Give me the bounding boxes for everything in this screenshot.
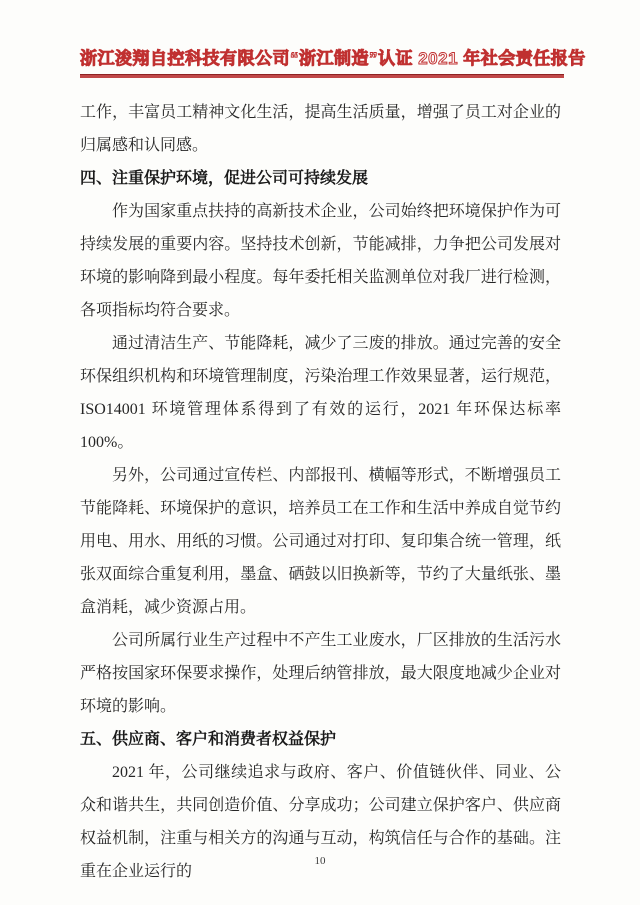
paragraph: 通过清洁生产、节能降耗，减少了三废的排放。通过完善的安全环保组织机构和环境管理制度，污染治理工作效果显著，运行规范，ISO14001 环境管理体系得到了有效的运行，2021 年环保达标率 100%。 [80, 335, 561, 451]
header-row [80, 44, 586, 69]
section-heading: 四、注重保护环境，促进公司可持续发展 [80, 170, 369, 187]
document-header [80, 44, 586, 78]
header-rule [80, 74, 564, 78]
page-number: 10 [314, 855, 326, 867]
paragraph: 公司所属行业生产过程中不产生工业废水，厂区排放的生活污水严格按国家环保要求操作，处理后纳管排放，最大限度地减少企业对环境的影响。 [80, 632, 561, 715]
section-heading: 五、供应商、客户和消费者权益保护 [80, 731, 337, 748]
header-report-title: “浙江制造”认证 2021 年社会责任报告 [290, 49, 586, 68]
paragraph: 工作，丰富员工精神文化生活，提高生活质量，增强了员工对企业的归属感和认同感。 [80, 104, 561, 154]
document-body [80, 96, 561, 888]
paragraph: 作为国家重点扶持的高新技术企业，公司始终把环境保护作为可持续发展的重要内容。坚持技术创新，节能减排，力争把公司发展对环境的影响降到最小程度。每年委托相关监测单位对我厂进行检测，各项指标均符合要求。 [80, 203, 561, 319]
document-footer [0, 855, 640, 867]
paragraph: 2021 年，公司继续追求与政府、客户、价值链伙伴、同业、公众和谐共生，共同创造价值、分享成功；公司建立保护客户、供应商权益机制，注重与相关方的沟通与互动，构筑信任与合作的基础。注重在企业运行的 [80, 764, 561, 880]
header-company-name: 浙江浚翔自控科技有限公司 [80, 49, 290, 68]
paragraph: 另外，公司通过宣传栏、内部报刊、横幅等形式，不断增强员工节能降耗、环境保护的意识，培养员工在工作和生活中养成自觉节约用电、用水、用纸的习惯。公司通过对打印、复印集合统一管理，纸张双面综合重复利用，墨盒、硒鼓以旧换新等，节约了大量纸张、墨盒消耗，减少资源占用。 [80, 467, 561, 616]
